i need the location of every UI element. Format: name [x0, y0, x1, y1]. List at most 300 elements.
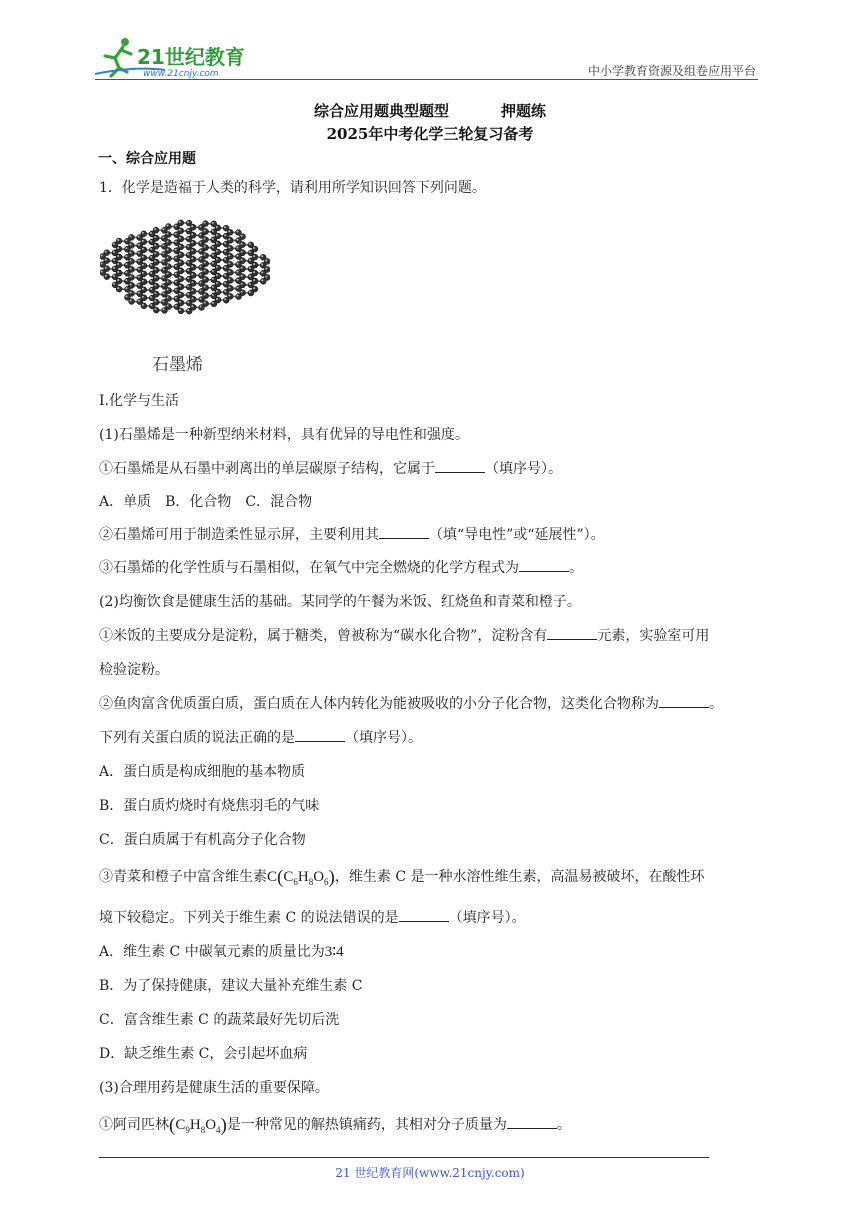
atom-highlight — [261, 255, 263, 257]
atom-highlight — [224, 234, 226, 236]
atom-highlight — [142, 280, 144, 282]
option-b: B．蛋白质灼烧时有烧焦羽毛的气味 — [99, 798, 320, 814]
atom-highlight — [175, 281, 177, 283]
atom-highlight — [199, 233, 201, 235]
atom-highlight — [212, 230, 214, 232]
logo-text: 21世纪教育 — [137, 45, 245, 69]
atom-highlight — [175, 273, 177, 275]
carbon-atom — [186, 228, 192, 234]
atom-highlight — [216, 274, 218, 276]
atom-highlight — [191, 281, 193, 283]
atom-highlight — [191, 297, 193, 299]
atom-highlight — [150, 248, 152, 250]
carbon-atom — [240, 266, 246, 272]
q-2-1: ①米饭的主要成分是淀粉，属于糖类，曾被称为“碳水化合物”，淀粉含有 元素，实验室可用 — [99, 628, 710, 644]
atom-highlight — [216, 234, 218, 236]
answer-blank[interactable] — [519, 559, 569, 572]
atom-highlight — [265, 275, 267, 277]
aspirin-formula: $(C_9H_8O_4)$ — [169, 1115, 227, 1136]
atom-highlight — [187, 229, 189, 231]
carbon-atom — [223, 297, 229, 303]
atom-highlight — [113, 275, 115, 277]
atom-highlight — [199, 249, 201, 251]
atom-highlight — [249, 259, 251, 261]
atom-highlight — [236, 239, 238, 241]
atom-highlight — [125, 295, 127, 297]
atom-highlight — [179, 253, 181, 255]
carbon-atom — [128, 250, 134, 256]
atom-highlight — [113, 267, 115, 269]
atom-highlight — [129, 267, 131, 269]
carbon-atom — [174, 264, 180, 270]
carbon-atom — [227, 253, 233, 259]
atom-highlight — [154, 276, 156, 278]
carbon-atom — [223, 265, 229, 271]
atom-highlight — [154, 244, 156, 246]
atom-highlight — [191, 265, 193, 267]
atom-highlight — [167, 297, 169, 299]
carbon-atom — [211, 285, 217, 291]
atom-highlight — [249, 275, 251, 277]
atom-highlight — [113, 251, 115, 253]
q-3-1: ①阿司匹林$(C_9H_8O_4)$是一种常见的解热镇痛药，其相对分子质量为 。 — [99, 1115, 571, 1136]
atom-highlight — [113, 243, 115, 245]
carbon-atom — [129, 282, 135, 288]
atom-highlight — [129, 235, 131, 237]
atom-highlight — [142, 296, 144, 298]
carbon-atom — [186, 260, 192, 266]
carbon-atom — [186, 292, 192, 298]
q-1-1: ①石墨烯是从石墨中剥离出的单层碳原子结构，它属于 （填序号）。 — [99, 461, 562, 477]
atom-highlight — [241, 243, 243, 245]
atom-highlight — [166, 240, 168, 242]
atom-highlight — [175, 249, 177, 251]
atom-highlight — [162, 244, 164, 246]
atom-highlight — [105, 251, 107, 253]
atom-highlight — [253, 255, 255, 257]
q-2-3b: 境下较稳定。下列关于维生素 C 的说法错误的是 （填序号）。 — [99, 910, 526, 926]
atom-highlight — [179, 285, 181, 287]
atom-highlight — [117, 279, 119, 281]
atom-highlight — [237, 287, 239, 289]
atom-highlight — [224, 266, 226, 268]
atom-highlight — [101, 271, 103, 273]
logo-url: www.21cnjy.com — [143, 69, 219, 79]
atom-highlight — [142, 248, 144, 250]
atom-highlight — [179, 261, 181, 263]
q-2-1-cont: 检验淀粉。 — [99, 662, 169, 678]
atom-highlight — [204, 270, 206, 272]
atom-highlight — [105, 267, 107, 269]
atom-highlight — [204, 302, 206, 304]
carbon-atom — [161, 235, 167, 241]
atom-highlight — [167, 257, 169, 259]
header-divider — [95, 79, 758, 80]
atom-highlight — [187, 285, 189, 287]
atom-highlight — [138, 300, 140, 302]
atom-highlight — [105, 259, 107, 261]
q-3: (3)合理用药是健康生活的重要保障。 — [99, 1080, 329, 1096]
atom-highlight — [204, 278, 206, 280]
atom-highlight — [216, 298, 218, 300]
atom-highlight — [224, 290, 226, 292]
atom-highlight — [105, 275, 107, 277]
atom-highlight — [162, 300, 164, 302]
carbon-atom — [153, 275, 159, 281]
carbon-atom — [215, 225, 221, 231]
carbon-atom — [137, 243, 143, 249]
atom-highlight — [261, 279, 263, 281]
atom-highlight — [191, 241, 193, 243]
carbon-atom — [236, 278, 242, 284]
atom-highlight — [175, 265, 177, 267]
atom-highlight — [236, 247, 238, 249]
carbon-atom — [252, 278, 258, 284]
atom-highlight — [117, 263, 119, 265]
atom-highlight — [200, 298, 202, 300]
atom-highlight — [216, 258, 218, 260]
carbon-atom — [178, 308, 184, 314]
carbon-atom — [227, 285, 233, 291]
atom-highlight — [216, 250, 218, 252]
figure-caption: 石墨烯 — [152, 355, 203, 375]
atom-highlight — [249, 267, 251, 269]
atom-highlight — [162, 228, 164, 230]
atom-highlight — [199, 257, 201, 259]
atom-highlight — [228, 294, 230, 296]
atom-highlight — [129, 243, 131, 245]
atom-highlight — [212, 238, 214, 240]
atom-highlight — [253, 279, 255, 281]
atom-highlight — [212, 278, 214, 280]
atom-highlight — [216, 290, 218, 292]
atom-highlight — [265, 267, 267, 269]
atom-highlight — [216, 282, 218, 284]
atom-highlight — [129, 251, 131, 253]
question-stem: 1．化学是造福于人类的科学，请利用所学知识回答下列问题。 — [99, 180, 486, 196]
platform-name: 中小学教育资源及组卷应用平台 — [587, 64, 756, 78]
carbon-atom — [174, 280, 180, 286]
atom-highlight — [142, 264, 144, 266]
atom-highlight — [175, 297, 177, 299]
carbon-atom — [153, 291, 159, 297]
atom-highlight — [187, 301, 189, 303]
atom-highlight — [249, 283, 251, 285]
atom-highlight — [199, 273, 201, 275]
carbon-atom — [178, 300, 184, 306]
atom-highlight — [204, 238, 206, 240]
atom-highlight — [138, 268, 140, 270]
atom-highlight — [150, 280, 152, 282]
atom-highlight — [142, 304, 144, 306]
atom-highlight — [261, 271, 263, 273]
answer-blank[interactable] — [295, 729, 345, 742]
carbon-atom — [186, 308, 192, 314]
carbon-atom — [248, 290, 254, 296]
atom-highlight — [166, 224, 168, 226]
atom-highlight — [212, 254, 214, 256]
carbon-atom — [141, 263, 147, 269]
atom-highlight — [241, 251, 243, 253]
atom-highlight — [191, 233, 193, 235]
carbon-atom — [153, 307, 159, 313]
carbon-atom — [190, 248, 196, 254]
atom-highlight — [179, 237, 181, 239]
atom-highlight — [130, 283, 132, 285]
atom-highlight — [203, 222, 205, 224]
atom-highlight — [249, 243, 251, 245]
carbon-atom — [161, 251, 167, 257]
carbon-atom — [198, 240, 204, 246]
atom-highlight — [199, 225, 201, 227]
answer-blank[interactable] — [547, 627, 597, 640]
answer-blank[interactable] — [507, 1116, 557, 1129]
atom-highlight — [175, 225, 177, 227]
atom-highlight — [101, 263, 103, 265]
carbon-atom — [199, 289, 205, 295]
carbon-atom — [161, 267, 167, 273]
q-1-2: ②石墨烯可用于制造柔性显示屏，主要利用其 （填“导电性”或“延展性”）。 — [99, 527, 605, 543]
carbon-atom — [174, 248, 180, 254]
atom-highlight — [154, 292, 156, 294]
atom-highlight — [228, 278, 230, 280]
carbon-atom — [202, 221, 208, 227]
atom-highlight — [162, 260, 164, 262]
atom-highlight — [179, 309, 181, 311]
atom-highlight — [154, 236, 156, 238]
carbon-atom — [215, 241, 221, 247]
carbon-atom — [149, 239, 155, 245]
carbon-atom — [252, 262, 258, 268]
atom-highlight — [130, 299, 132, 301]
atom-highlight — [175, 257, 177, 259]
graphene-figure — [100, 205, 270, 335]
atom-highlight — [265, 259, 267, 261]
option-b: B．为了保持健康，建议大量补充维生素 C — [99, 978, 363, 994]
atom-highlight — [241, 291, 243, 293]
atom-highlight — [224, 258, 226, 260]
atom-highlight — [167, 265, 169, 267]
carbon-atom — [178, 236, 184, 242]
atom-highlight — [117, 255, 119, 257]
carbon-atom — [235, 230, 241, 236]
atom-highlight — [138, 236, 140, 238]
atom-highlight — [113, 259, 115, 261]
carbon-atom — [141, 231, 147, 237]
carbon-atom — [166, 304, 172, 310]
atom-highlight — [125, 263, 127, 265]
atom-highlight — [241, 259, 243, 261]
atom-highlight — [187, 269, 189, 271]
atom-highlight — [224, 242, 226, 244]
footer-text: 21 世纪教育网(www.21cnjy.com) — [335, 1166, 525, 1180]
atom-highlight — [228, 238, 230, 240]
page-header — [95, 36, 758, 80]
carbon-atom — [211, 253, 217, 259]
carbon-atom — [112, 282, 118, 288]
atom-highlight — [138, 276, 140, 278]
atom-highlight — [162, 268, 164, 270]
vitamin-c-formula: $C(C_6H_8O_6)$ — [267, 867, 335, 888]
atom-highlight — [212, 302, 214, 304]
atom-highlight — [237, 279, 239, 281]
atom-highlight — [142, 240, 144, 242]
footer-divider — [99, 1157, 709, 1158]
carbon-atom — [104, 250, 110, 256]
section-heading: 一、综合应用题 — [98, 151, 196, 167]
atom-highlight — [138, 244, 140, 246]
atom-highlight — [138, 284, 140, 286]
carbon-atom — [165, 223, 171, 229]
atom-highlight — [191, 225, 193, 227]
carbon-atom — [141, 279, 147, 285]
carbon-atom — [153, 227, 159, 233]
atom-highlight — [154, 228, 156, 230]
atom-highlight — [224, 226, 226, 228]
atom-highlight — [167, 281, 169, 283]
atom-highlight — [138, 292, 140, 294]
atom-highlight — [150, 232, 152, 234]
q-2-2: ②鱼肉富含优质蛋白质，蛋白质在人体内转化为能被吸收的小分子化合物，这类化合物称为 。 — [99, 696, 723, 712]
carbon-atom — [141, 303, 147, 309]
atom-highlight — [150, 288, 152, 290]
atom-highlight — [191, 257, 193, 259]
atom-highlight — [204, 286, 206, 288]
atom-highlight — [216, 242, 218, 244]
atom-highlight — [241, 235, 243, 237]
carbon-atom — [166, 288, 172, 294]
atom-highlight — [187, 293, 189, 295]
atom-highlight — [237, 271, 239, 273]
atom-highlight — [142, 272, 144, 274]
option-d: D．缺乏维生素 C，会引起坏血病 — [99, 1046, 308, 1062]
atom-highlight — [163, 308, 165, 310]
atom-highlight — [237, 263, 239, 265]
atom-highlight — [125, 247, 127, 249]
atom-highlight — [125, 271, 127, 273]
answer-blank[interactable] — [659, 695, 709, 708]
atom-highlight — [125, 255, 127, 257]
atom-highlight — [191, 249, 193, 251]
atom-highlight — [179, 277, 181, 279]
atom-highlight — [212, 222, 214, 224]
atom-highlight — [117, 271, 119, 273]
q-2: (2)均衡饮食是健康生活的基础。某同学的午餐为米饭、红烧鱼和青菜和橙子。 — [99, 594, 581, 610]
atom-highlight — [224, 250, 226, 252]
atom-highlight — [101, 255, 103, 257]
atom-highlight — [125, 279, 127, 281]
carbon-atom — [236, 294, 242, 300]
atom-highlight — [142, 232, 144, 234]
atom-highlight — [179, 245, 181, 247]
atom-highlight — [162, 284, 164, 286]
atom-highlight — [228, 270, 230, 272]
atom-highlight — [138, 252, 140, 254]
atom-highlight — [253, 247, 255, 249]
atom-highlight — [228, 262, 230, 264]
carbon-atom — [112, 250, 118, 256]
carbon-atom — [203, 261, 209, 267]
carbon-atom — [186, 220, 192, 226]
atom-highlight — [167, 289, 169, 291]
carbon-atom — [198, 272, 204, 278]
carbon-atom — [128, 266, 134, 272]
carbon-atom — [260, 270, 266, 276]
carbon-atom — [260, 278, 266, 284]
atom-highlight — [199, 241, 201, 243]
atom-highlight — [187, 261, 189, 263]
option-c: C．蛋白质属于有机高分子化合物 — [99, 832, 306, 848]
atom-highlight — [175, 233, 177, 235]
atom-highlight — [253, 263, 255, 265]
atom-highlight — [162, 276, 164, 278]
answer-blank[interactable] — [379, 526, 429, 539]
part-heading: I.化学与生活 — [99, 393, 179, 409]
atom-highlight — [166, 232, 168, 234]
atom-highlight — [179, 293, 181, 295]
atom-highlight — [117, 247, 119, 249]
option-c: C．富含维生素 C 的蔬菜最好先切后洗 — [99, 1012, 340, 1028]
answer-blank[interactable] — [399, 909, 449, 922]
atom-highlight — [150, 240, 152, 242]
carbon-atom — [100, 270, 106, 276]
atom-highlight — [249, 291, 251, 293]
atom-highlight — [241, 275, 243, 277]
atom-highlight — [117, 239, 119, 241]
atom-highlight — [204, 262, 206, 264]
q-2-2b: 下列有关蛋白质的说法正确的是 （填序号）。 — [99, 730, 422, 746]
atom-highlight — [150, 256, 152, 258]
carbon-atom — [215, 273, 221, 279]
atom-highlight — [241, 283, 243, 285]
atom-highlight — [187, 253, 189, 255]
atom-highlight — [130, 275, 132, 277]
atom-highlight — [150, 272, 152, 274]
atom-highlight — [191, 289, 193, 291]
atom-highlight — [204, 254, 206, 256]
atom-highlight — [162, 236, 164, 238]
atom-highlight — [204, 294, 206, 296]
atom-highlight — [187, 245, 189, 247]
carbon-atom — [128, 234, 134, 240]
atom-highlight — [167, 273, 169, 275]
atom-highlight — [179, 269, 181, 271]
atom-highlight — [228, 230, 230, 232]
atom-highlight — [212, 294, 214, 296]
atom-highlight — [154, 284, 156, 286]
atom-highlight — [212, 286, 214, 288]
title-main: 综合应用题典型题型 — [313, 102, 449, 120]
q-1-1-options: A．单质 B．化合物 C．混合物 — [99, 494, 313, 510]
atom-highlight — [200, 290, 202, 292]
atom-highlight — [142, 288, 144, 290]
atom-highlight — [236, 231, 238, 233]
atom-highlight — [175, 241, 177, 243]
atom-highlight — [138, 260, 140, 262]
atom-highlight — [187, 237, 189, 239]
carbon-atom — [260, 254, 266, 260]
atom-highlight — [154, 308, 156, 310]
atom-highlight — [113, 283, 115, 285]
carbon-atom — [248, 242, 254, 248]
atom-highlight — [175, 289, 177, 291]
answer-blank[interactable] — [435, 460, 485, 473]
carbon-atom — [116, 270, 122, 276]
atom-highlight — [200, 306, 202, 308]
atom-highlight — [241, 267, 243, 269]
option-a: A．蛋白质是构成细胞的基本物质 — [99, 764, 306, 780]
atom-highlight — [167, 249, 169, 251]
